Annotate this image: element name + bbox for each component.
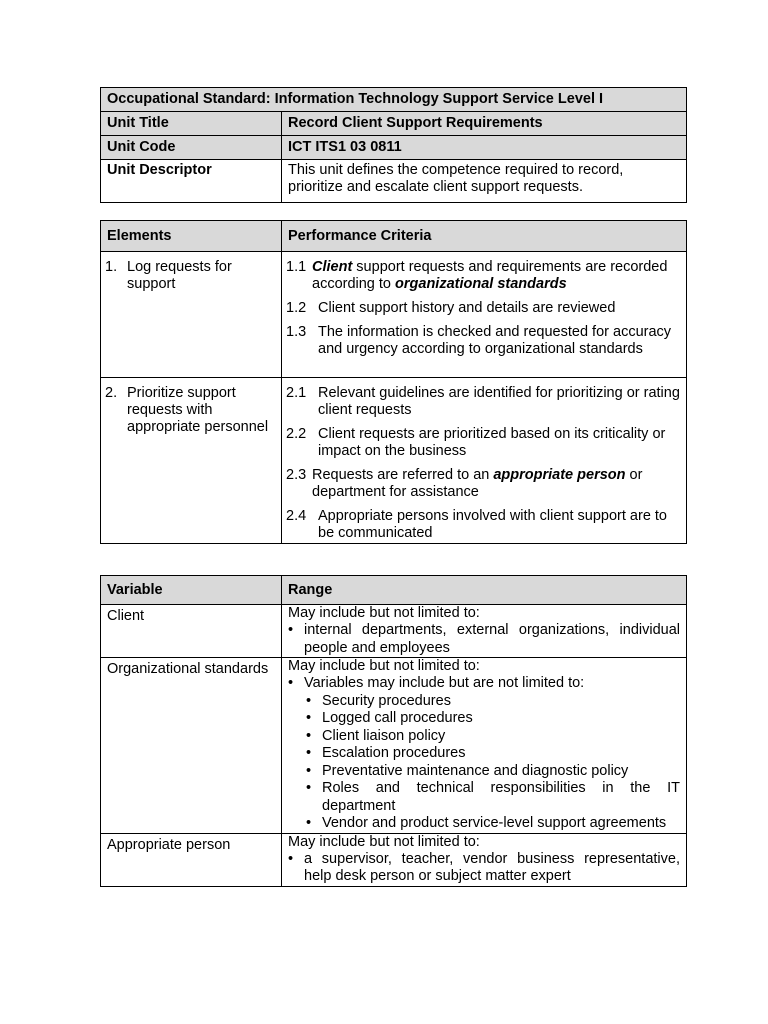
criterion-text-part: or department for assistance xyxy=(312,467,643,500)
bullet-icon: • xyxy=(288,675,294,691)
criterion-2-4 xyxy=(286,508,680,542)
range-item-text: Variables may include but are not limited to: xyxy=(304,675,585,691)
range-sub-item-text: Roles and technical responsibilities in the IT department xyxy=(322,780,680,814)
range-sub-item xyxy=(306,763,680,781)
standard-title: Occupational Standard: Information Technology Support Service Level I xyxy=(101,88,687,112)
criterion-text xyxy=(312,259,680,293)
bullet-icon: • xyxy=(306,762,312,779)
criterion-text: The information is checked and requested for accuracy and urgency according to organizational standards xyxy=(318,324,672,357)
unit-title-label: Unit Title xyxy=(101,112,282,136)
element-number: 1. xyxy=(105,259,118,275)
criterion-1-3 xyxy=(286,324,680,358)
criterion-1-2 xyxy=(286,300,680,317)
range-statement-table xyxy=(100,575,687,887)
variable-header: Variable xyxy=(101,576,282,605)
range-sub-item-text: Preventative maintenance and diagnostic policy xyxy=(322,762,629,779)
criterion-text: Relevant guidelines are identified for prioritizing or rating client requests xyxy=(318,385,680,418)
criterion-text: Appropriate persons involved with client support are to be communicated xyxy=(318,508,667,541)
range-sub-item-text: Logged call procedures xyxy=(322,710,473,726)
range-sub-list xyxy=(288,693,680,833)
bullet-icon: • xyxy=(306,710,312,726)
unit-code-value: ICT ITS1 03 0811 xyxy=(282,136,687,160)
range-item xyxy=(288,851,680,886)
appropriate-person-term: appropriate person xyxy=(493,467,626,483)
criteria-header-row xyxy=(101,221,687,252)
criterion-number: 2.1 xyxy=(286,385,307,401)
unit-descriptor-value: This unit defines the competence required to record, prioritize and escalate client support requests. xyxy=(282,160,687,203)
client-term: Client xyxy=(312,259,353,275)
range-row-client xyxy=(101,605,687,658)
criterion-number: 1.2 xyxy=(286,300,307,316)
range-header-row xyxy=(101,576,687,605)
bullet-icon: • xyxy=(306,692,312,709)
bullet-icon: • xyxy=(288,622,294,638)
criteria-header: Performance Criteria xyxy=(282,221,687,252)
range-row-appropriate-person xyxy=(101,833,687,886)
criterion-text-part: support requests and requirements are recorded according to xyxy=(312,259,668,292)
range-sub-item xyxy=(306,780,680,815)
element-2 xyxy=(105,385,275,436)
range-header: Range xyxy=(282,576,687,605)
range-item xyxy=(288,622,680,657)
range-sub-item-text: Security procedures xyxy=(322,692,451,709)
range-item-text: internal departments, external organizations, individual people and employees xyxy=(304,622,680,656)
organizational-standards-term: organizational standards xyxy=(395,276,567,292)
criterion-2-1 xyxy=(286,385,680,419)
element-label: Prioritize support requests with appropriate personnel xyxy=(127,385,269,435)
unit-title-value: Record Client Support Requirements xyxy=(282,112,687,136)
element-row-1 xyxy=(101,252,687,378)
element-row-2 xyxy=(101,378,687,544)
bullet-icon: • xyxy=(306,780,312,796)
range-item xyxy=(288,675,680,693)
range-item-text: a supervisor, teacher, vendor business representative, help desk person or subject matter expert xyxy=(304,850,680,884)
unit-descriptor-row xyxy=(101,160,687,203)
variable-name: Organizational standards xyxy=(101,658,282,834)
unit-descriptor-label: Unit Descriptor xyxy=(101,160,282,203)
criterion-2-3 xyxy=(286,467,680,501)
variable-name: Client xyxy=(101,605,282,658)
criterion-2-2 xyxy=(286,426,680,460)
criterion-number: 2.4 xyxy=(286,508,307,524)
criterion-text-part: Requests are referred to an xyxy=(312,467,494,483)
element-1 xyxy=(105,259,275,293)
range-sub-item xyxy=(306,710,680,728)
bullet-icon: • xyxy=(306,815,312,831)
unit-code-label: Unit Code xyxy=(101,136,282,160)
bullet-icon: • xyxy=(306,727,312,744)
range-sub-item xyxy=(306,745,680,763)
standard-row xyxy=(101,88,687,112)
range-row-organizational-standards xyxy=(101,658,687,834)
unit-code-row xyxy=(101,136,687,160)
criterion-text: Client requests are prioritized based on its criticality or impact on the business xyxy=(318,426,666,459)
criterion-number: 1.1 xyxy=(286,259,307,275)
variable-name: Appropriate person xyxy=(101,833,282,886)
unit-title-row xyxy=(101,112,687,136)
criterion-text: Client support history and details are reviewed xyxy=(318,300,616,316)
unit-overview-table xyxy=(100,87,687,203)
range-sub-item xyxy=(306,728,680,746)
range-intro: May include but not limited to: xyxy=(288,658,480,674)
bullet-icon: • xyxy=(306,745,312,761)
criterion-number: 1.3 xyxy=(286,324,307,340)
range-sub-item xyxy=(306,693,680,711)
element-number: 2. xyxy=(105,385,118,401)
range-sub-item xyxy=(306,815,680,833)
elements-header: Elements xyxy=(101,221,282,252)
criterion-1-1 xyxy=(286,259,680,293)
range-sub-item-text: Client liaison policy xyxy=(322,727,446,744)
criterion-text xyxy=(312,467,680,501)
criterion-number: 2.2 xyxy=(286,426,307,442)
range-intro: May include but not limited to: xyxy=(288,833,480,850)
range-intro: May include but not limited to: xyxy=(288,605,480,621)
range-sub-item-text: Vendor and product service-level support agreements xyxy=(322,815,667,831)
criterion-number: 2.3 xyxy=(286,467,307,483)
range-sub-item-text: Escalation procedures xyxy=(322,745,466,761)
bullet-icon: • xyxy=(288,850,294,867)
performance-criteria-table xyxy=(100,220,687,544)
element-label: Log requests for support xyxy=(127,259,232,292)
